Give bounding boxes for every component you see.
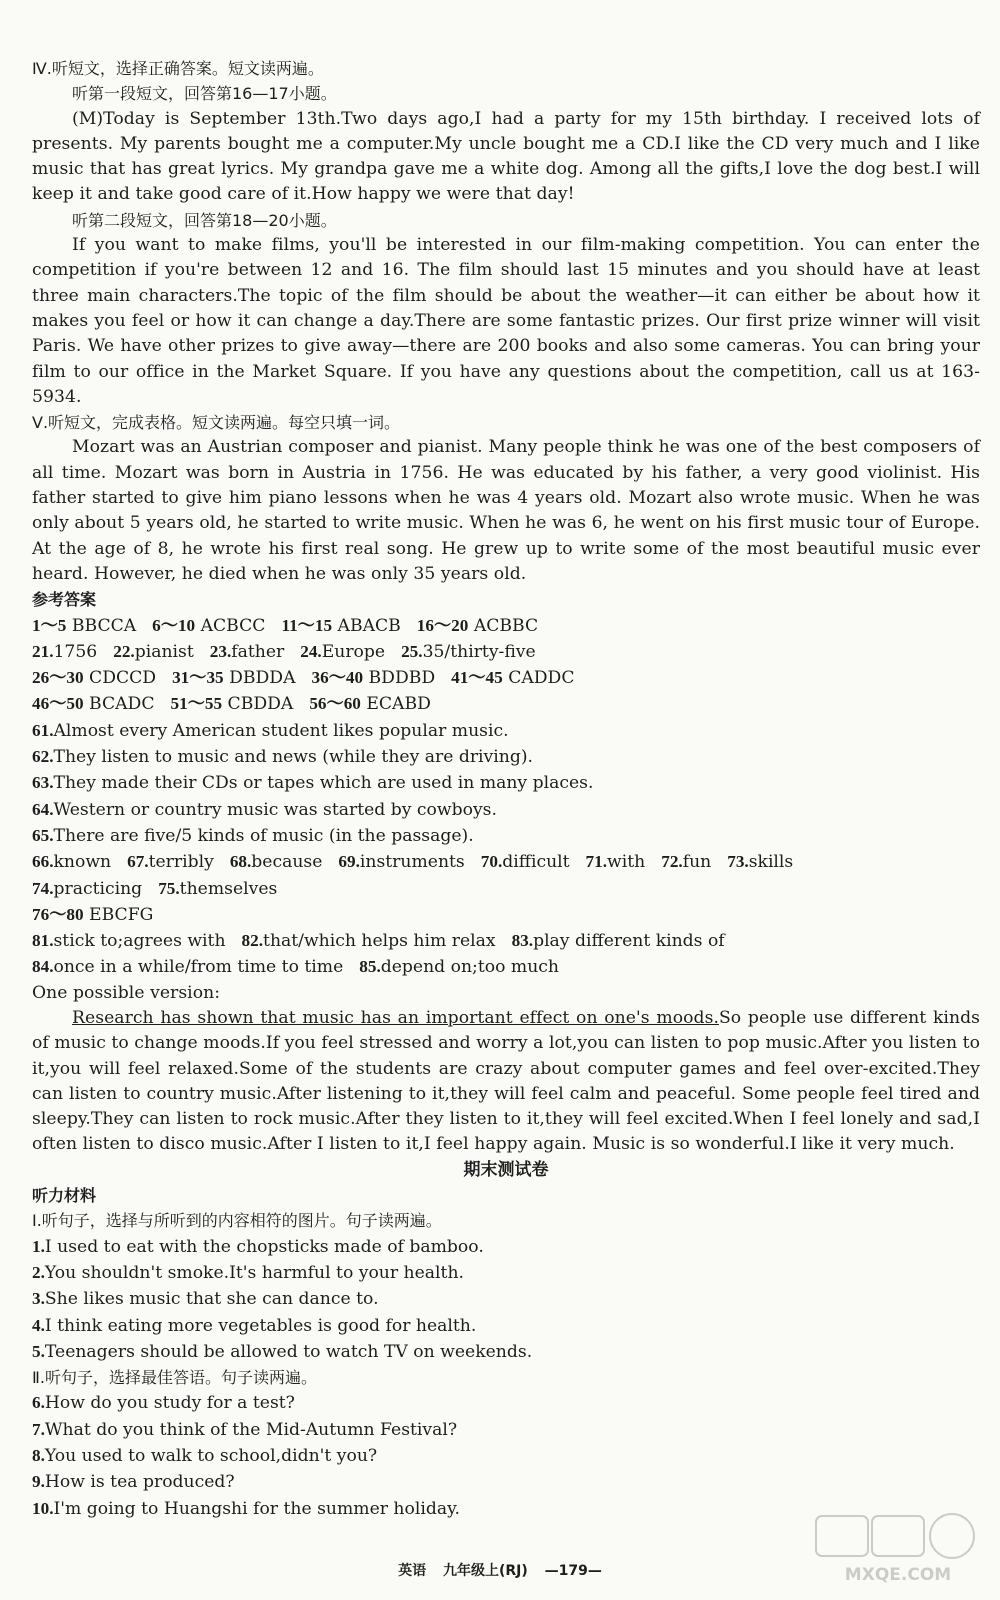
answer-number: 61. [32,720,54,740]
answer-number: 71. [585,852,608,872]
essay-first-sentence: Research has shown that music has an important effect on one's moods. [72,1007,719,1028]
essay-intro: One possible version: [32,982,221,1003]
answer-value: difficult [502,852,570,873]
answer-value: Almost every American student likes popular music. [53,720,509,741]
answer-line [32,902,980,928]
item-text: She likes music that she can dance to. [44,1289,379,1310]
answer-value: once in a while/from time to time [53,957,344,978]
answer-number: 51～55 [170,694,223,714]
list-item [32,1417,980,1443]
item-number: 2. [32,1262,45,1282]
list-item [32,1443,980,1469]
answer-value: They made their CDs or tapes which are used in many places. [53,773,594,794]
answer-value: father [231,641,285,662]
answer-number: 66. [32,852,54,872]
answer-number: 74. [32,878,54,898]
item-text: I think eating more vegetables is good for health. [44,1315,477,1336]
answer-number: 25. [401,641,423,661]
answer-number: 82. [241,931,264,951]
answer-number: 83. [511,931,534,951]
answer-number: 76～80 [32,904,84,924]
item-number: 1. [32,1236,45,1256]
section4-part2-heading: 听第二段短文，回答第18—20小题。 [72,210,337,230]
list-item [32,1234,980,1260]
item-number: 8. [32,1446,45,1466]
answers-heading: 参考答案 [32,590,97,610]
answer-number: 70. [480,852,503,872]
answer-line [32,797,980,823]
list-item [32,1260,980,1286]
answer-number: 6～10 [152,615,196,635]
answer-number: 24. [300,641,322,661]
final-part2-list [32,1390,980,1521]
footer-subject: 英语 [398,1563,427,1579]
item-number: 7. [32,1419,45,1439]
answer-value: CADDC [508,668,575,689]
essay-body [32,1006,980,1158]
answer-number: 21. [32,641,54,661]
answer-number: 72. [661,852,683,872]
answer-value: Europe [321,641,386,662]
answer-value: Western or country music was started by cowboys. [53,799,497,820]
footer-page-number: —179— [544,1563,602,1579]
item-text: You shouldn't smoke.It's harmful to your health. [44,1262,464,1283]
answer-number: 11～15 [281,615,333,635]
answer-number: 1～5 [32,615,67,635]
answer-number: 56～60 [309,694,361,714]
answer-value: BBCCA [71,615,137,636]
answer-number: 75. [158,878,180,898]
answer-line [32,744,980,770]
answer-line [32,876,980,902]
list-item [32,1286,980,1312]
answer-number: 84. [32,957,54,977]
answer-value: play different kinds of [533,931,725,952]
answer-number: 62. [32,747,54,767]
watermark-logo [814,1512,982,1588]
item-text: How is tea produced? [44,1472,235,1493]
answer-value: pianist [134,641,194,662]
answer-value: because [251,852,323,873]
answer-number: 41～45 [451,668,503,688]
item-number: 10. [32,1498,54,1518]
answer-value: known [53,852,112,873]
answer-number: 63. [32,773,54,793]
answer-number: 68. [229,852,252,872]
answer-value: DBDDA [229,668,296,689]
answer-value: CDCCD [89,668,157,689]
answer-value: ACBBC [473,615,539,636]
footer-grade: 九年级上(RJ) [442,1563,528,1579]
answer-value: They listen to music and news (while they are driving). [53,747,533,768]
answer-number: 67. [127,852,149,872]
section4-heading: Ⅳ.听短文，选择正确答案。短文读两遍。 [32,59,324,78]
answer-value: themselves [179,878,278,899]
final-part1-heading: Ⅰ.听句子，选择与所听到的内容相符的图片。句子读两遍。 [32,1211,442,1231]
answer-number: 26～30 [32,668,84,688]
item-text: You used to walk to school,didn't you? [44,1446,378,1467]
answer-value: depend on;too much [380,957,559,978]
item-text: What do you think of the Mid-Autumn Festival? [44,1419,458,1440]
answer-value: There are five/5 kinds of music (in the passage). [53,825,474,846]
answer-number: 64. [32,799,54,819]
final-part2-heading: Ⅱ.听句子，选择最佳答语。句子读两遍。 [32,1368,317,1388]
answer-key [32,613,980,981]
answer-line [32,665,980,691]
list-item [32,1313,980,1339]
answer-number: 69. [338,852,360,872]
answer-value: CBDDA [227,694,294,715]
item-number: 4. [32,1315,45,1335]
list-item [32,1390,980,1416]
item-number: 6. [32,1393,45,1413]
final-exam-title: 期末测试卷 [463,1159,549,1180]
essay-rest: So people use different kinds of music to change moods.If you feel stressed and worry a lot,you can listen to pop music.After you listen to it,you will feel relaxed.Some of the students are crazy about computer games and feel over-excited.They can listen to country music.After listening to it,they will feel calm and peaceful. Some people feel tired and sleepy.They can listen to rock music.After they listen to it,they will feel excited.When I feel lonely and sad,I often listen to disco music.After I listen to it,I feel happy again. Music is so wonderful.I like it very much. [32,1007,981,1155]
answer-value: 35/thirty-five [422,641,536,662]
answer-line [32,639,980,665]
section4-part1-heading: 听第一段短文，回答第16—17小题。 [72,84,337,104]
answer-value: with [607,852,646,873]
answer-value: terribly [148,852,214,873]
answer-value: skills [748,852,794,873]
item-text: How do you study for a test? [44,1393,295,1414]
answer-line [32,691,980,717]
answer-number: 81. [32,931,54,951]
list-item [32,1469,980,1495]
item-text: I'm going to Huangshi for the summer holiday. [53,1498,460,1519]
answer-number: 22. [113,641,135,661]
answer-value: that/which helps him relax [263,931,496,952]
item-number: 5. [32,1341,45,1361]
answer-line [32,613,980,639]
answer-line [32,849,980,875]
list-item [32,1339,980,1365]
answer-number: 85. [359,957,381,977]
watermark-text: MXQE.COM [844,1565,952,1585]
answer-line [32,718,980,744]
answer-value: ACBCC [200,615,266,636]
answer-line [32,823,980,849]
answer-value: instruments [359,852,465,873]
answer-number: 65. [32,825,54,845]
answer-number: 23. [209,641,232,661]
section5-heading: Ⅴ.听短文，完成表格。短文读两遍。每空只填一词。 [32,413,401,433]
item-text: I used to eat with the chopsticks made of bamboo. [44,1236,484,1257]
answer-value: ABACB [337,615,401,636]
section4-part2-text: If you want to make films, you'll be interested in our film-making competition. You can enter the competition if you're between 12 and 16. The film should last 15 minutes and you should have at least three main characters.The topic of the film should be about the weather—it can either be about how it makes you feel or how it can change a day.There are some fantastic prizes. Our first prize winner will visit Paris. We have other prizes to give away—there are 200 books and also some cameras. You can bring your film to our office in the Market Square. If you have any questions about the competition, call us at 163-5934. [32,235,980,407]
answer-number: 16～20 [416,615,469,635]
section5-text: Mozart was an Austrian composer and pianist. Many people think he was one of the best composers of all time. Mozart was born in Austria in 1756. He was educated by his father, a very good violinist. His father started to give him piano lessons when he was 4 years old. Mozart also wrote music. When he was only about 5 years old, he started to write music. When he was 6, he went on his first music tour of Europe. At the age of 8, he wrote his first real song. He grew up to write some of the most beautiful music ever heard. However, he died when he was only 35 years old. [32,437,980,584]
answer-line [32,954,980,980]
answer-line [32,928,980,954]
final-part1-list [32,1234,980,1365]
item-number: 9. [32,1472,45,1492]
page-content [32,56,980,1522]
answer-number: 31～35 [172,668,224,688]
section4-part1-text: (M)Today is September 13th.Two days ago,I had a party for my 15th birthday. I received lots of presents. My parents bought me a computer.My uncle bought me a CD.I like the CD very much and I like music that has great lyrics. My grandpa gave me a white dog. Among all the gifts,I love the dog best.I will keep it and take good care of it.How happy we were that day! [32,108,980,205]
answer-number: 36～40 [311,668,364,688]
answer-value: practicing [53,878,143,899]
item-number: 3. [32,1289,45,1309]
answer-value: fun [682,852,712,873]
answer-value: BDDBD [368,668,436,689]
answer-number: 73. [727,852,749,872]
materials-heading: 听力材料 [32,1186,97,1206]
item-text: Teenagers should be allowed to watch TV on weekends. [44,1341,533,1362]
answer-value: ECABD [366,694,431,715]
answer-number: 46～50 [32,694,84,714]
answer-line [32,770,980,796]
answer-value: stick to;agrees with [53,931,226,952]
answer-value: EBCFG [89,904,154,925]
answer-value: BCADC [89,694,155,715]
answer-value: 1756 [53,641,98,662]
